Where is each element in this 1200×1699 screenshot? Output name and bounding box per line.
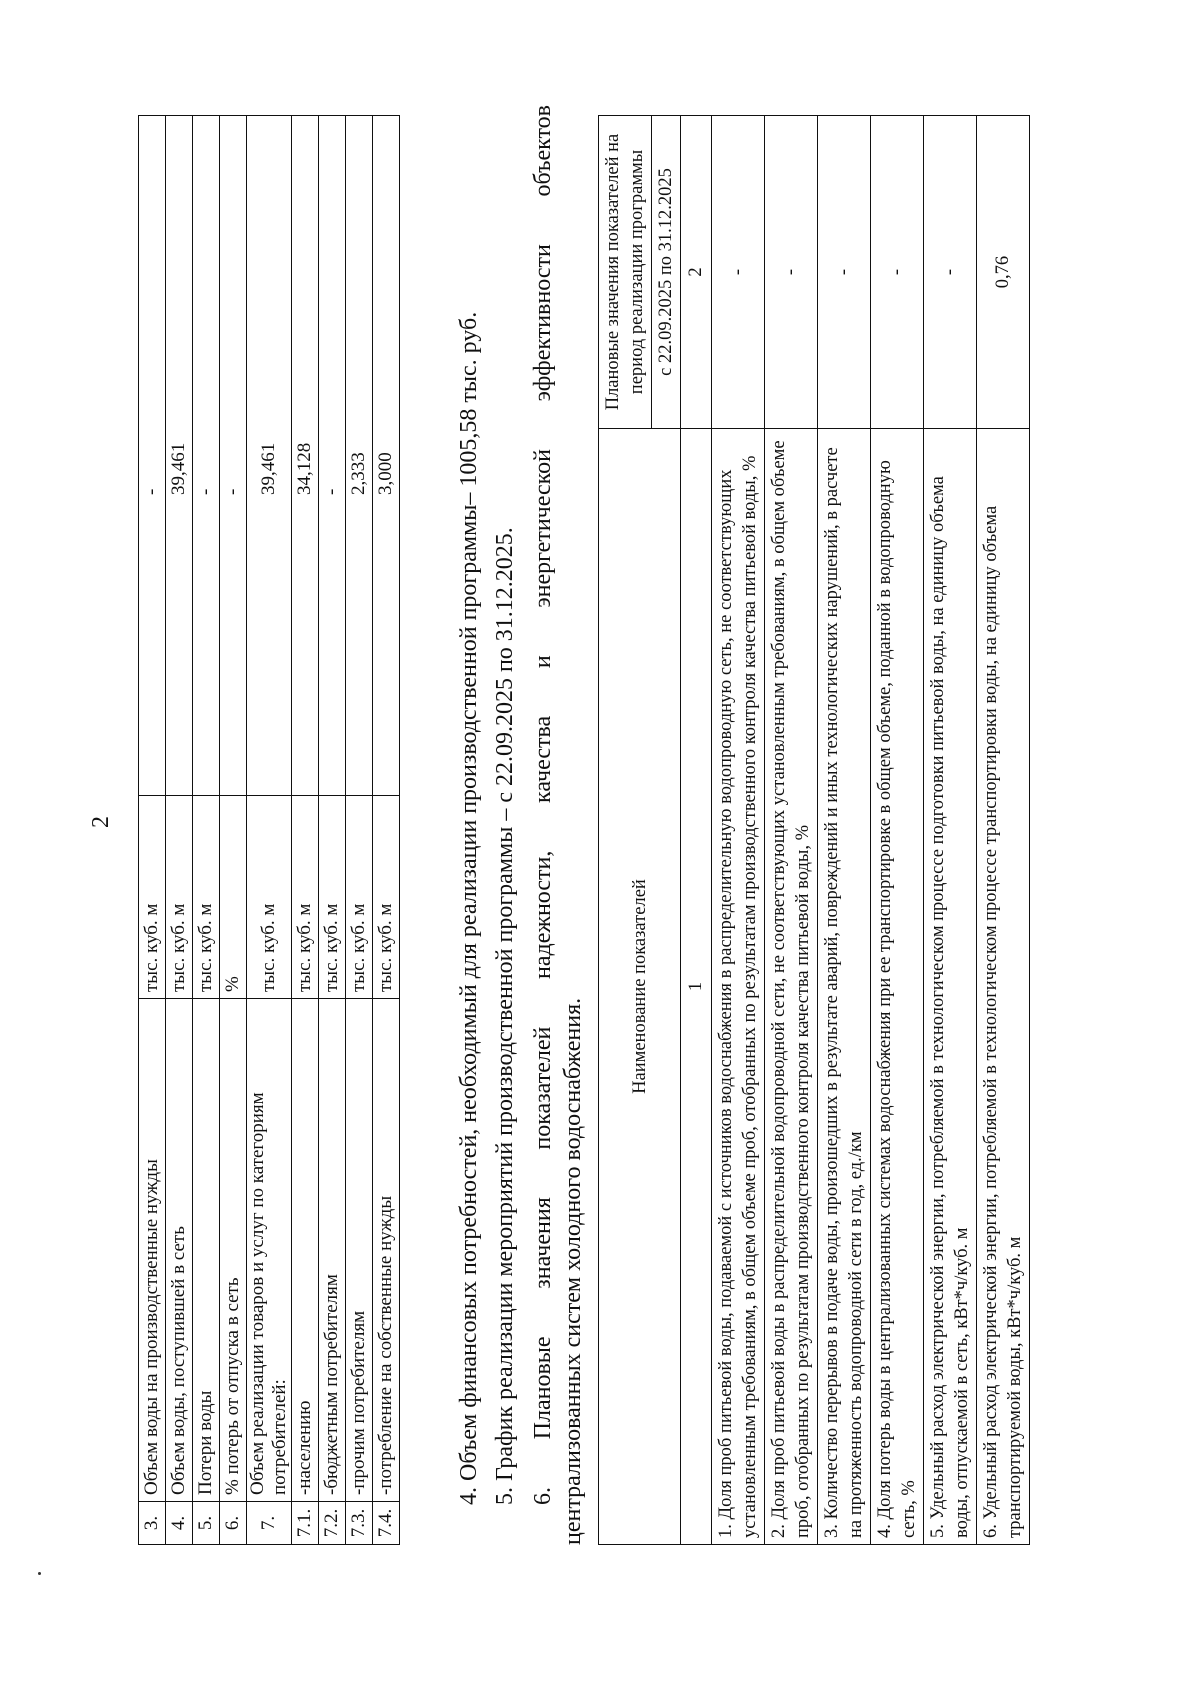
row-unit: тыс. куб. м xyxy=(166,796,193,999)
row-name: % потерь от отпуска в сеть xyxy=(220,999,247,1502)
page-number: 2 xyxy=(88,816,114,828)
table-row xyxy=(373,116,400,1545)
table-row xyxy=(346,116,373,1545)
row-number: 7.4. xyxy=(373,1502,400,1545)
row-number: 7. xyxy=(247,1502,292,1545)
row-name: Объем воды, поступившей в сеть xyxy=(166,999,193,1502)
indicator-value: - xyxy=(871,116,924,429)
table-row xyxy=(166,116,193,1545)
row-value: 39,461 xyxy=(247,116,292,796)
row-number: 7.3. xyxy=(346,1502,373,1545)
table-row xyxy=(319,116,346,1545)
paragraph-financial-needs: 4. Объем финансовых потребностей, необходимый для реализации производственной программы– 1005,58 тыс. руб. xyxy=(456,311,482,1505)
table-row xyxy=(292,116,319,1545)
row-unit: тыс. куб. м xyxy=(373,796,400,999)
table-row xyxy=(247,116,292,1545)
row-number: 7.2. xyxy=(319,1502,346,1545)
indicator-name: 2. Доля проб питьевой воды в распределительной водопроводной сети, не соответствующих установленным требованиям, в общем объеме проб, отобранных по результатам производственного контроля качества питьевой воды, % xyxy=(765,429,818,1545)
column-number-2: 2 xyxy=(681,116,712,429)
row-name: -бюджетным потребителям xyxy=(319,999,346,1502)
paragraph-indicators-heading-cont: централизованных систем холодного водоснабжения. xyxy=(560,997,586,1545)
row-name: Потери воды xyxy=(193,999,220,1502)
row-name: Объем воды на производственные нужды xyxy=(139,999,166,1502)
row-unit: тыс. куб. м xyxy=(346,796,373,999)
table-row xyxy=(765,116,818,1545)
row-unit: тыс. куб. м xyxy=(247,796,292,999)
row-value: 39,461 xyxy=(166,116,193,796)
row-number: 4. xyxy=(166,1502,193,1545)
indicator-value: - xyxy=(818,116,871,429)
indicator-name: 5. Удельный расход электрической энергии, потребляемой в технологическом процессе подготовки питьевой воды, на единицу объема воды, отпускаемой в сеть, кВт*ч/куб. м xyxy=(924,429,977,1545)
indicator-name: 3. Количество перерывов в подаче воды, произошедших в результате аварий, повреждений и иных технологических нарушений, в расчете на протяженность водопроводной сети в год, ед./км xyxy=(818,429,871,1545)
row-name: -потребление на собственные нужды xyxy=(373,999,400,1502)
row-value: - xyxy=(139,116,166,796)
row-value: - xyxy=(220,116,247,796)
row-name: -населению xyxy=(292,999,319,1502)
rotated-page-content xyxy=(50,70,1110,1640)
table-column-number-row xyxy=(681,116,712,1545)
table-row xyxy=(924,116,977,1545)
table-row xyxy=(220,116,247,1545)
table-row xyxy=(712,116,765,1545)
header-period: с 22.09.2025 по 31.12.2025 xyxy=(652,116,681,429)
paragraph-schedule: 5. График реализации мероприятий производственной программы – с 22.09.2025 по 31.12.2025. xyxy=(492,527,518,1505)
row-value: 2,333 xyxy=(346,116,373,796)
table-row xyxy=(193,116,220,1545)
table-row xyxy=(871,116,924,1545)
row-number: 7.1. xyxy=(292,1502,319,1545)
row-name: -прочим потребителям xyxy=(346,999,373,1502)
paragraph-indicators-heading: 6. Плановые значения показателей надежности, качества и энергетической эффективности объектов xyxy=(530,105,556,1505)
table-header-row xyxy=(599,116,652,1545)
column-number-1: 1 xyxy=(681,429,712,1545)
row-number: 3. xyxy=(139,1502,166,1545)
header-plan-values: Плановые значения показателей на период реализации программы xyxy=(599,116,652,429)
table-row xyxy=(977,116,1030,1545)
header-indicator-name: Наименование показателей xyxy=(599,429,681,1545)
row-unit: тыс. куб. м xyxy=(139,796,166,999)
water-volume-table xyxy=(138,115,400,1545)
row-name: Объем реализации товаров и услуг по категориям потребителей: xyxy=(247,999,292,1502)
row-unit: тыс. куб. м xyxy=(193,796,220,999)
row-number: 6. xyxy=(220,1502,247,1545)
indicator-value: - xyxy=(765,116,818,429)
indicator-name: 6. Удельный расход электрической энергии, потребляемой в технологическом процессе транспортировки воды, на единицу объема транспортируемой воды, кВт*ч/куб. м xyxy=(977,429,1030,1545)
row-number: 5. xyxy=(193,1502,220,1545)
row-value: - xyxy=(319,116,346,796)
row-value: 3,000 xyxy=(373,116,400,796)
indicator-value: 0,76 xyxy=(977,116,1030,429)
table-row xyxy=(139,116,166,1545)
row-value: 34,128 xyxy=(292,116,319,796)
indicator-value: - xyxy=(712,116,765,429)
row-unit: тыс. куб. м xyxy=(319,796,346,999)
indicator-value: - xyxy=(924,116,977,429)
scan-speck xyxy=(38,1572,41,1575)
indicators-table xyxy=(598,115,1030,1545)
row-value: - xyxy=(193,116,220,796)
indicator-name: 4. Доля потерь воды в централизованных системах водоснабжения при ее транспортировке в общем объеме, поданной в водопроводную сеть, % xyxy=(871,429,924,1545)
row-unit: тыс. куб. м xyxy=(292,796,319,999)
row-unit: % xyxy=(220,796,247,999)
table-row xyxy=(818,116,871,1545)
indicator-name: 1. Доля проб питьевой воды, подаваемой с источников водоснабжения в распределительную водопроводную сеть, не соответствующих установленным требованиям, в общем объеме проб, отобранных по результатам производственного контроля качества питьевой воды, % xyxy=(712,429,765,1545)
